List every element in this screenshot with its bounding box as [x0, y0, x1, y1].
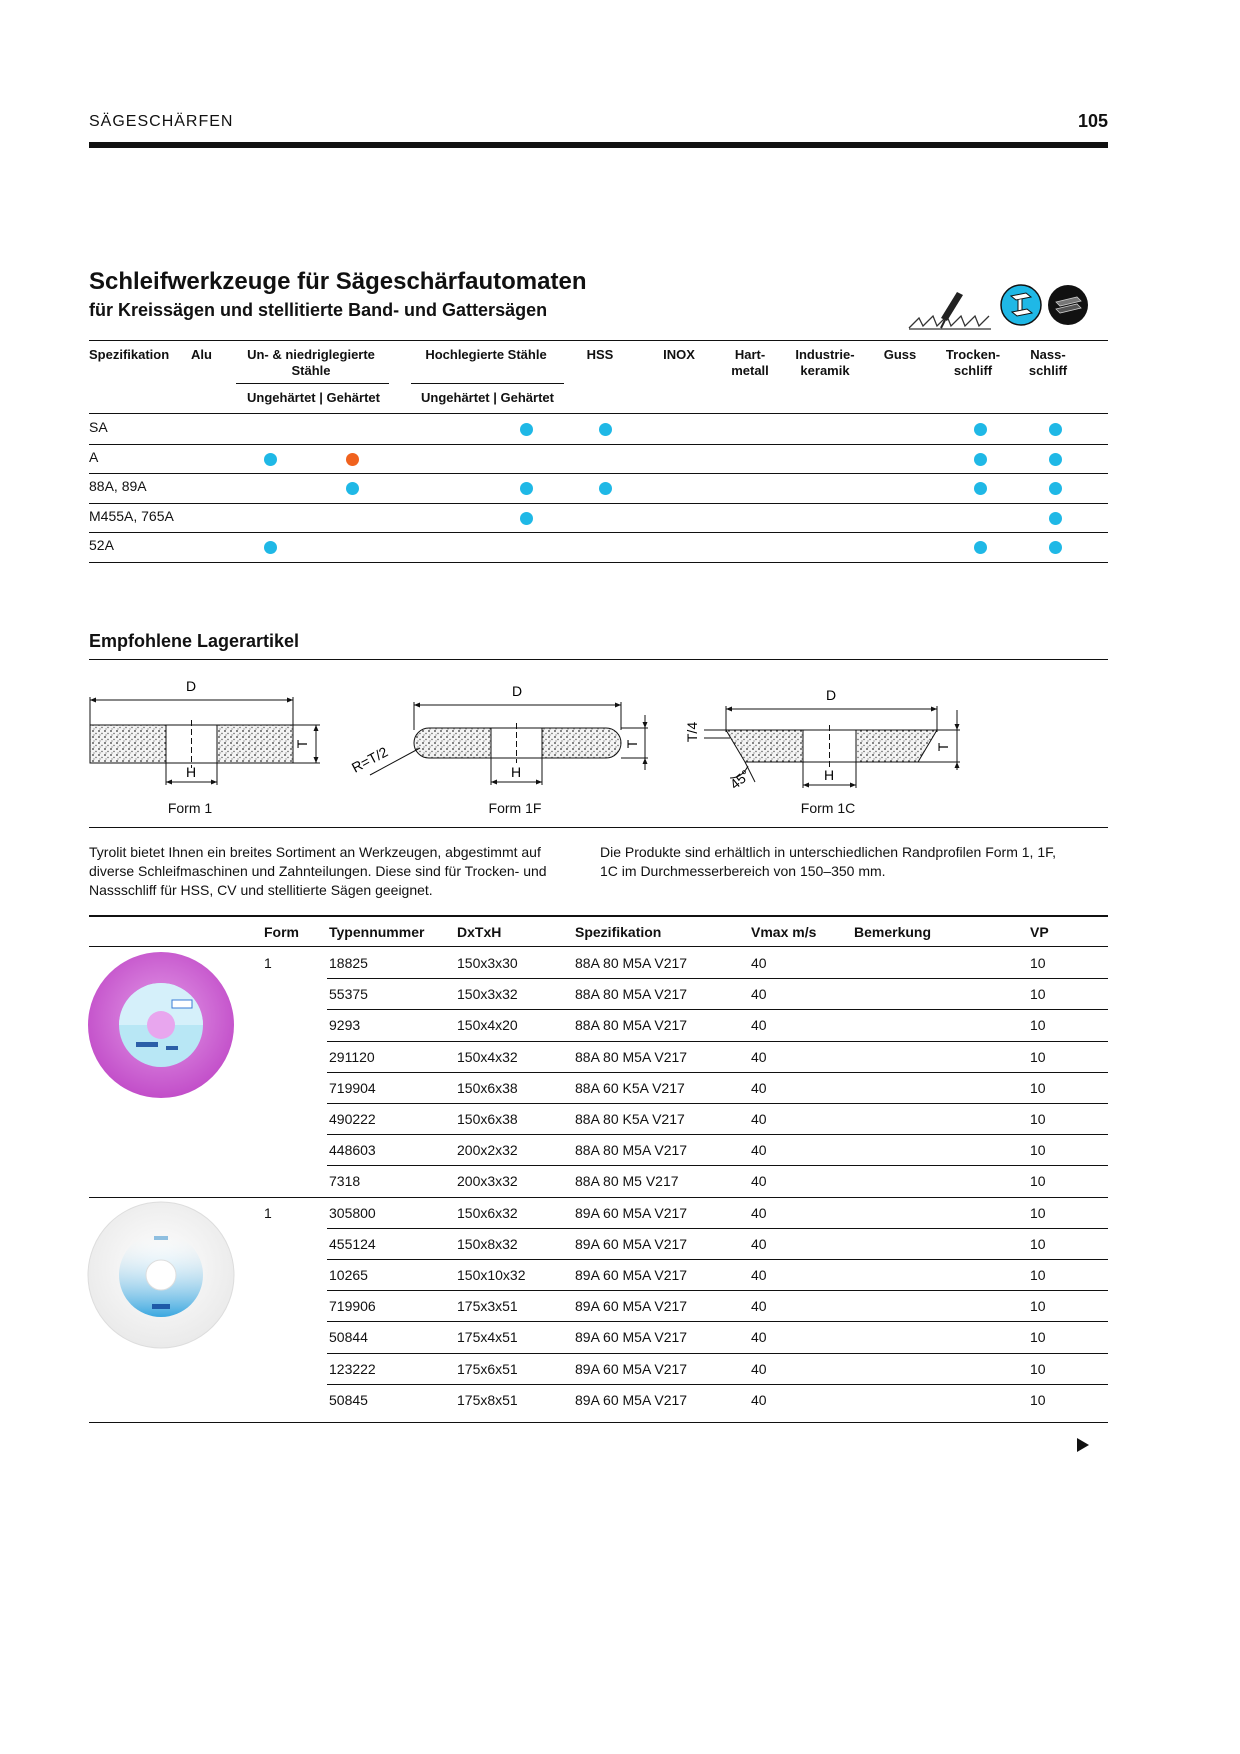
product-table-bottom-rule — [89, 1422, 1108, 1423]
table-cell-dim: 150x6x38 — [457, 1111, 518, 1127]
table-cell-vp: 10 — [1030, 1329, 1046, 1346]
table-row-rule — [327, 1134, 1108, 1135]
table-cell-vmax: 40 — [751, 1235, 767, 1252]
table-cell-spec: 88A 80 M5A V217 — [575, 955, 688, 971]
table-cell-vmax: 40 — [751, 1173, 767, 1190]
matrix-header-hart-line2: metall — [731, 363, 769, 378]
matrix-dot-nass — [1049, 453, 1062, 466]
table-row-rule — [327, 978, 1108, 979]
white-grinding-wheel-image — [86, 1200, 236, 1350]
matrix-sub-rule-un — [236, 383, 389, 384]
table-row-rule — [327, 1353, 1108, 1354]
col-header-spezifikation: Spezifikation — [575, 924, 662, 940]
table-cell-vp: 10 — [1030, 1235, 1046, 1252]
table-cell-vp: 10 — [1030, 1360, 1046, 1377]
matrix-header-ind-line2: keramik — [800, 363, 850, 378]
table-cell-dim: 200x2x32 — [457, 1142, 518, 1159]
col-header-vmax: Vmax m/s — [751, 924, 817, 940]
table-cell-spec: 88A 80 M5A V217 — [575, 1048, 688, 1065]
wheel-profile-diagrams — [80, 670, 1120, 810]
matrix-row-label: M455A, 765A — [89, 507, 174, 524]
table-row-rule — [327, 1165, 1108, 1166]
col-header-dxtxh: DxTxH — [457, 924, 502, 940]
table-cell-spec: 89A 60 M5A V217 — [575, 1391, 688, 1408]
table-row-rule — [327, 1321, 1108, 1322]
form1f-h-label: H — [510, 764, 522, 780]
section-title: SÄGESCHÄRFEN — [89, 113, 234, 130]
table-cell-dim: 150x6x38 — [457, 1079, 518, 1096]
matrix-header-bottom-rule — [89, 413, 1108, 414]
section-heading-lagerartikel: Empfohlene Lagerartikel — [89, 631, 300, 651]
matrix-dot-un_gehaertet — [346, 453, 359, 466]
matrix-header-trockenschliff — [933, 347, 1013, 379]
table-cell-vp: 10 — [1030, 1142, 1046, 1159]
product-table-top-rule — [89, 915, 1108, 917]
matrix-sub-rule-hoch — [411, 383, 564, 384]
matrix-dot-trocken — [974, 423, 987, 436]
table-cell-typ: 291120 — [329, 1048, 375, 1065]
intro-right-line1: Die Produkte sind erhältlich in unterschiedlichen Randprofilen Form 1, 1F, — [600, 844, 1057, 860]
intro-left-line2: diverse Schleifmaschinen und Zahnteilungen. Diese sind für Trocken- und — [89, 863, 547, 879]
table-cell-dim: 175x3x51 — [457, 1298, 518, 1315]
table-cell-spec: 88A 80 M5 V217 — [575, 1173, 679, 1190]
intro-right-line2: 1C im Durchmesserbereich von 150–350 mm. — [600, 863, 886, 879]
matrix-header-nassschliff — [1008, 347, 1088, 379]
matrix-subheader-un: Ungehärtet | Gehärtet — [247, 390, 380, 405]
form1c-label: Form 1C — [800, 800, 856, 816]
form1c-angle-label: 45° — [726, 766, 754, 793]
matrix-header-hart-line1: Hart- — [734, 347, 766, 362]
table-cell-typ: 50845 — [329, 1391, 368, 1408]
form1c-d-label: D — [825, 687, 837, 703]
intro-text-left — [89, 843, 589, 900]
table-cell-spec: 89A 60 M5A V217 — [575, 1329, 688, 1346]
matrix-dot-un_gehaertet — [346, 482, 359, 495]
matrix-dot-trocken — [974, 453, 987, 466]
diagram-bottom-rule — [89, 827, 1108, 828]
matrix-row-rule — [89, 444, 1108, 445]
table-row-rule — [327, 1290, 1108, 1291]
table-cell-spec: 88A 80 M5A V217 — [575, 986, 688, 1003]
table-cell-vmax: 40 — [751, 1329, 767, 1346]
hardened-steel-icon — [1047, 284, 1089, 326]
matrix-dot-hss — [599, 423, 612, 436]
table-cell-dim: 150x3x30 — [457, 955, 518, 971]
table-cell-typ: 50844 — [329, 1329, 368, 1346]
page-title: Schleifwerkzeuge für Sägeschärfautomaten — [89, 268, 587, 295]
page-number: 105 — [1077, 111, 1108, 131]
table-cell-vmax: 40 — [751, 1017, 767, 1034]
intro-left-line1: Tyrolit bietet Ihnen ein breites Sortiment an Werkzeugen, abgestimmt auf — [89, 844, 541, 860]
table-cell-vp: 10 — [1030, 1079, 1046, 1096]
table-cell-vp: 10 — [1030, 1048, 1046, 1065]
matrix-top-rule — [89, 340, 1108, 341]
matrix-header-industriekeramik — [785, 347, 865, 379]
form1f-r-label: R=T/2 — [348, 743, 391, 776]
matrix-dot-hss — [599, 482, 612, 495]
table-cell-vmax: 40 — [751, 1142, 767, 1159]
matrix-header-un-niedriglegiert — [236, 347, 386, 379]
table-cell-spec: 89A 60 M5A V217 — [575, 1298, 688, 1315]
form1f-diagram — [349, 683, 648, 785]
table-cell-spec: 88A 80 M5A V217 — [575, 1017, 688, 1034]
form1f-d-label: D — [511, 683, 523, 699]
form1c-h-label: H — [823, 767, 835, 783]
table-cell-vmax: 40 — [751, 1298, 767, 1315]
table-row-rule — [327, 1228, 1108, 1229]
group-form-cell: 1 — [264, 955, 272, 971]
next-page-arrow-icon[interactable] — [1076, 1437, 1090, 1453]
matrix-row-rule — [89, 562, 1108, 563]
table-cell-dim: 150x6x32 — [457, 1204, 518, 1221]
matrix-dot-hoch_gehaertet — [520, 423, 533, 436]
table-cell-vp: 10 — [1030, 1111, 1046, 1127]
matrix-header-inox: INOX — [663, 347, 695, 362]
product-table-header-rule — [89, 946, 1108, 947]
table-cell-typ: 719906 — [329, 1298, 376, 1315]
table-cell-dim: 175x6x51 — [457, 1360, 518, 1377]
matrix-row-label: A — [89, 448, 99, 465]
intro-left-line3: Nassschliff für HSS, CV und stellitierte Sägen geeignet. — [89, 882, 433, 898]
table-cell-spec: 89A 60 M5A V217 — [575, 1235, 688, 1252]
table-cell-vmax: 40 — [751, 1267, 767, 1283]
form1-d-label: D — [185, 678, 197, 694]
matrix-header-un-line2: Stähle — [291, 363, 331, 378]
table-cell-typ: 9293 — [329, 1017, 361, 1034]
table-cell-vmax: 40 — [751, 1360, 767, 1377]
matrix-header-trocken-line2: schliff — [953, 363, 993, 378]
matrix-dot-nass — [1049, 423, 1062, 436]
matrix-dot-nass — [1049, 541, 1062, 554]
matrix-dot-hoch_gehaertet — [520, 482, 533, 495]
matrix-header-spezifikation: Spezifikation — [89, 347, 170, 362]
matrix-row-rule — [89, 503, 1108, 504]
table-cell-typ: 455124 — [329, 1235, 376, 1252]
matrix-header-nass-line1: Nass- — [1030, 347, 1066, 362]
table-cell-vmax: 40 — [751, 1079, 767, 1096]
matrix-header-nass-line2: schliff — [1028, 363, 1068, 378]
table-cell-vp: 10 — [1030, 1391, 1046, 1408]
table-row-rule — [327, 1103, 1108, 1104]
matrix-row-label: 88A, 89A — [89, 478, 147, 494]
table-cell-dim: 150x4x32 — [457, 1048, 518, 1065]
table-cell-dim: 150x8x32 — [457, 1235, 518, 1252]
table-cell-typ: 123222 — [329, 1360, 376, 1377]
table-cell-vmax: 40 — [751, 1048, 767, 1065]
form1-diagram — [90, 678, 320, 785]
header-rule — [89, 142, 1108, 148]
form1c-diagram — [684, 687, 960, 792]
matrix-dot-nass — [1049, 512, 1062, 525]
col-header-bemerkung: Bemerkung — [854, 924, 932, 940]
table-cell-dim: 175x8x51 — [457, 1391, 518, 1408]
table-cell-vp: 10 — [1030, 1017, 1046, 1034]
page-subtitle: für Kreissägen und stellitierte Band- und Gattersägen — [89, 300, 548, 320]
table-cell-typ: 10265 — [329, 1267, 368, 1283]
col-header-typennummer: Typennummer — [329, 924, 425, 940]
table-cell-vp: 10 — [1030, 1173, 1046, 1190]
table-cell-vmax: 40 — [751, 1111, 767, 1127]
table-cell-dim: 200x3x32 — [457, 1173, 518, 1190]
matrix-header-hochlegiert: Hochlegierte Stähle — [425, 347, 547, 362]
table-cell-typ: 7318 — [329, 1173, 361, 1190]
form1-label: Form 1 — [167, 800, 213, 816]
matrix-dot-nass — [1049, 482, 1062, 495]
table-cell-spec: 88A 60 K5A V217 — [575, 1079, 685, 1096]
table-row-rule — [327, 1072, 1108, 1073]
form1-t-label: T — [294, 739, 310, 749]
table-cell-typ: 490222 — [329, 1111, 376, 1127]
matrix-dot-hoch_gehaertet — [520, 512, 533, 525]
table-cell-vp: 10 — [1030, 986, 1046, 1003]
table-cell-dim: 175x4x51 — [457, 1329, 518, 1346]
form1f-t-label: T — [624, 739, 640, 749]
table-cell-vp: 10 — [1030, 1204, 1046, 1221]
form1c-t4-label: T/4 — [684, 721, 700, 743]
table-cell-vmax: 40 — [751, 955, 767, 971]
table-cell-spec: 89A 60 M5A V217 — [575, 1267, 688, 1283]
table-cell-vp: 10 — [1030, 955, 1046, 971]
form1c-t-label: T — [935, 742, 951, 752]
table-cell-vp: 10 — [1030, 1267, 1046, 1283]
table-cell-typ: 305800 — [329, 1204, 376, 1221]
form1f-label: Form 1F — [488, 800, 542, 816]
table-cell-vp: 10 — [1030, 1298, 1046, 1315]
table-cell-vmax: 40 — [751, 1391, 767, 1408]
matrix-header-hartmetall — [720, 347, 780, 379]
table-cell-typ: 448603 — [329, 1142, 376, 1159]
matrix-header-alu: Alu — [191, 347, 212, 362]
group-form-cell: 1 — [264, 1204, 272, 1221]
form1-h-label: H — [185, 764, 197, 780]
table-row-rule — [327, 1009, 1108, 1010]
col-header-vp: VP — [1030, 924, 1049, 940]
matrix-dot-un_ungehaertet — [264, 453, 277, 466]
table-cell-spec: 89A 60 M5A V217 — [575, 1360, 688, 1377]
table-cell-typ: 719904 — [329, 1079, 376, 1096]
table-row-rule — [327, 1384, 1108, 1385]
group-separator-rule — [89, 1197, 1108, 1198]
table-cell-spec: 89A 60 M5A V217 — [575, 1204, 688, 1221]
table-cell-vmax: 40 — [751, 986, 767, 1003]
matrix-dot-trocken — [974, 482, 987, 495]
matrix-dot-trocken — [974, 541, 987, 554]
steel-beam-icon — [1000, 284, 1042, 326]
matrix-header-ind-line1: Industrie- — [795, 347, 855, 362]
table-row-rule — [327, 1041, 1108, 1042]
matrix-header-un-line1: Un- & niedriglegierte — [247, 347, 375, 362]
section2-rule — [89, 659, 1108, 660]
matrix-row-rule — [89, 532, 1108, 533]
matrix-header-hss: HSS — [586, 347, 614, 362]
matrix-header-guss: Guss — [883, 347, 917, 362]
matrix-row-label: SA — [89, 419, 108, 435]
table-cell-dim: 150x3x32 — [457, 986, 518, 1003]
intro-text-right — [600, 843, 1100, 881]
table-cell-typ: 55375 — [329, 986, 368, 1003]
saw-blade-sharpening-icon — [905, 286, 995, 332]
matrix-dot-un_ungehaertet — [264, 541, 277, 554]
matrix-subheader-hoch: Ungehärtet | Gehärtet — [421, 390, 554, 405]
matrix-row-label: 52A — [89, 537, 114, 553]
table-cell-vmax: 40 — [751, 1204, 767, 1221]
col-header-form: Form — [264, 924, 299, 940]
table-row-rule — [327, 1259, 1108, 1260]
pink-grinding-wheel-image — [86, 950, 236, 1100]
table-cell-dim: 150x4x20 — [457, 1017, 518, 1034]
table-cell-spec: 88A 80 K5A V217 — [575, 1111, 685, 1127]
table-cell-spec: 88A 80 M5A V217 — [575, 1142, 688, 1159]
matrix-row-rule — [89, 473, 1108, 474]
matrix-header-trocken-line1: Trocken- — [945, 347, 1001, 362]
table-cell-dim: 150x10x32 — [457, 1267, 526, 1283]
table-cell-typ: 18825 — [329, 955, 368, 971]
